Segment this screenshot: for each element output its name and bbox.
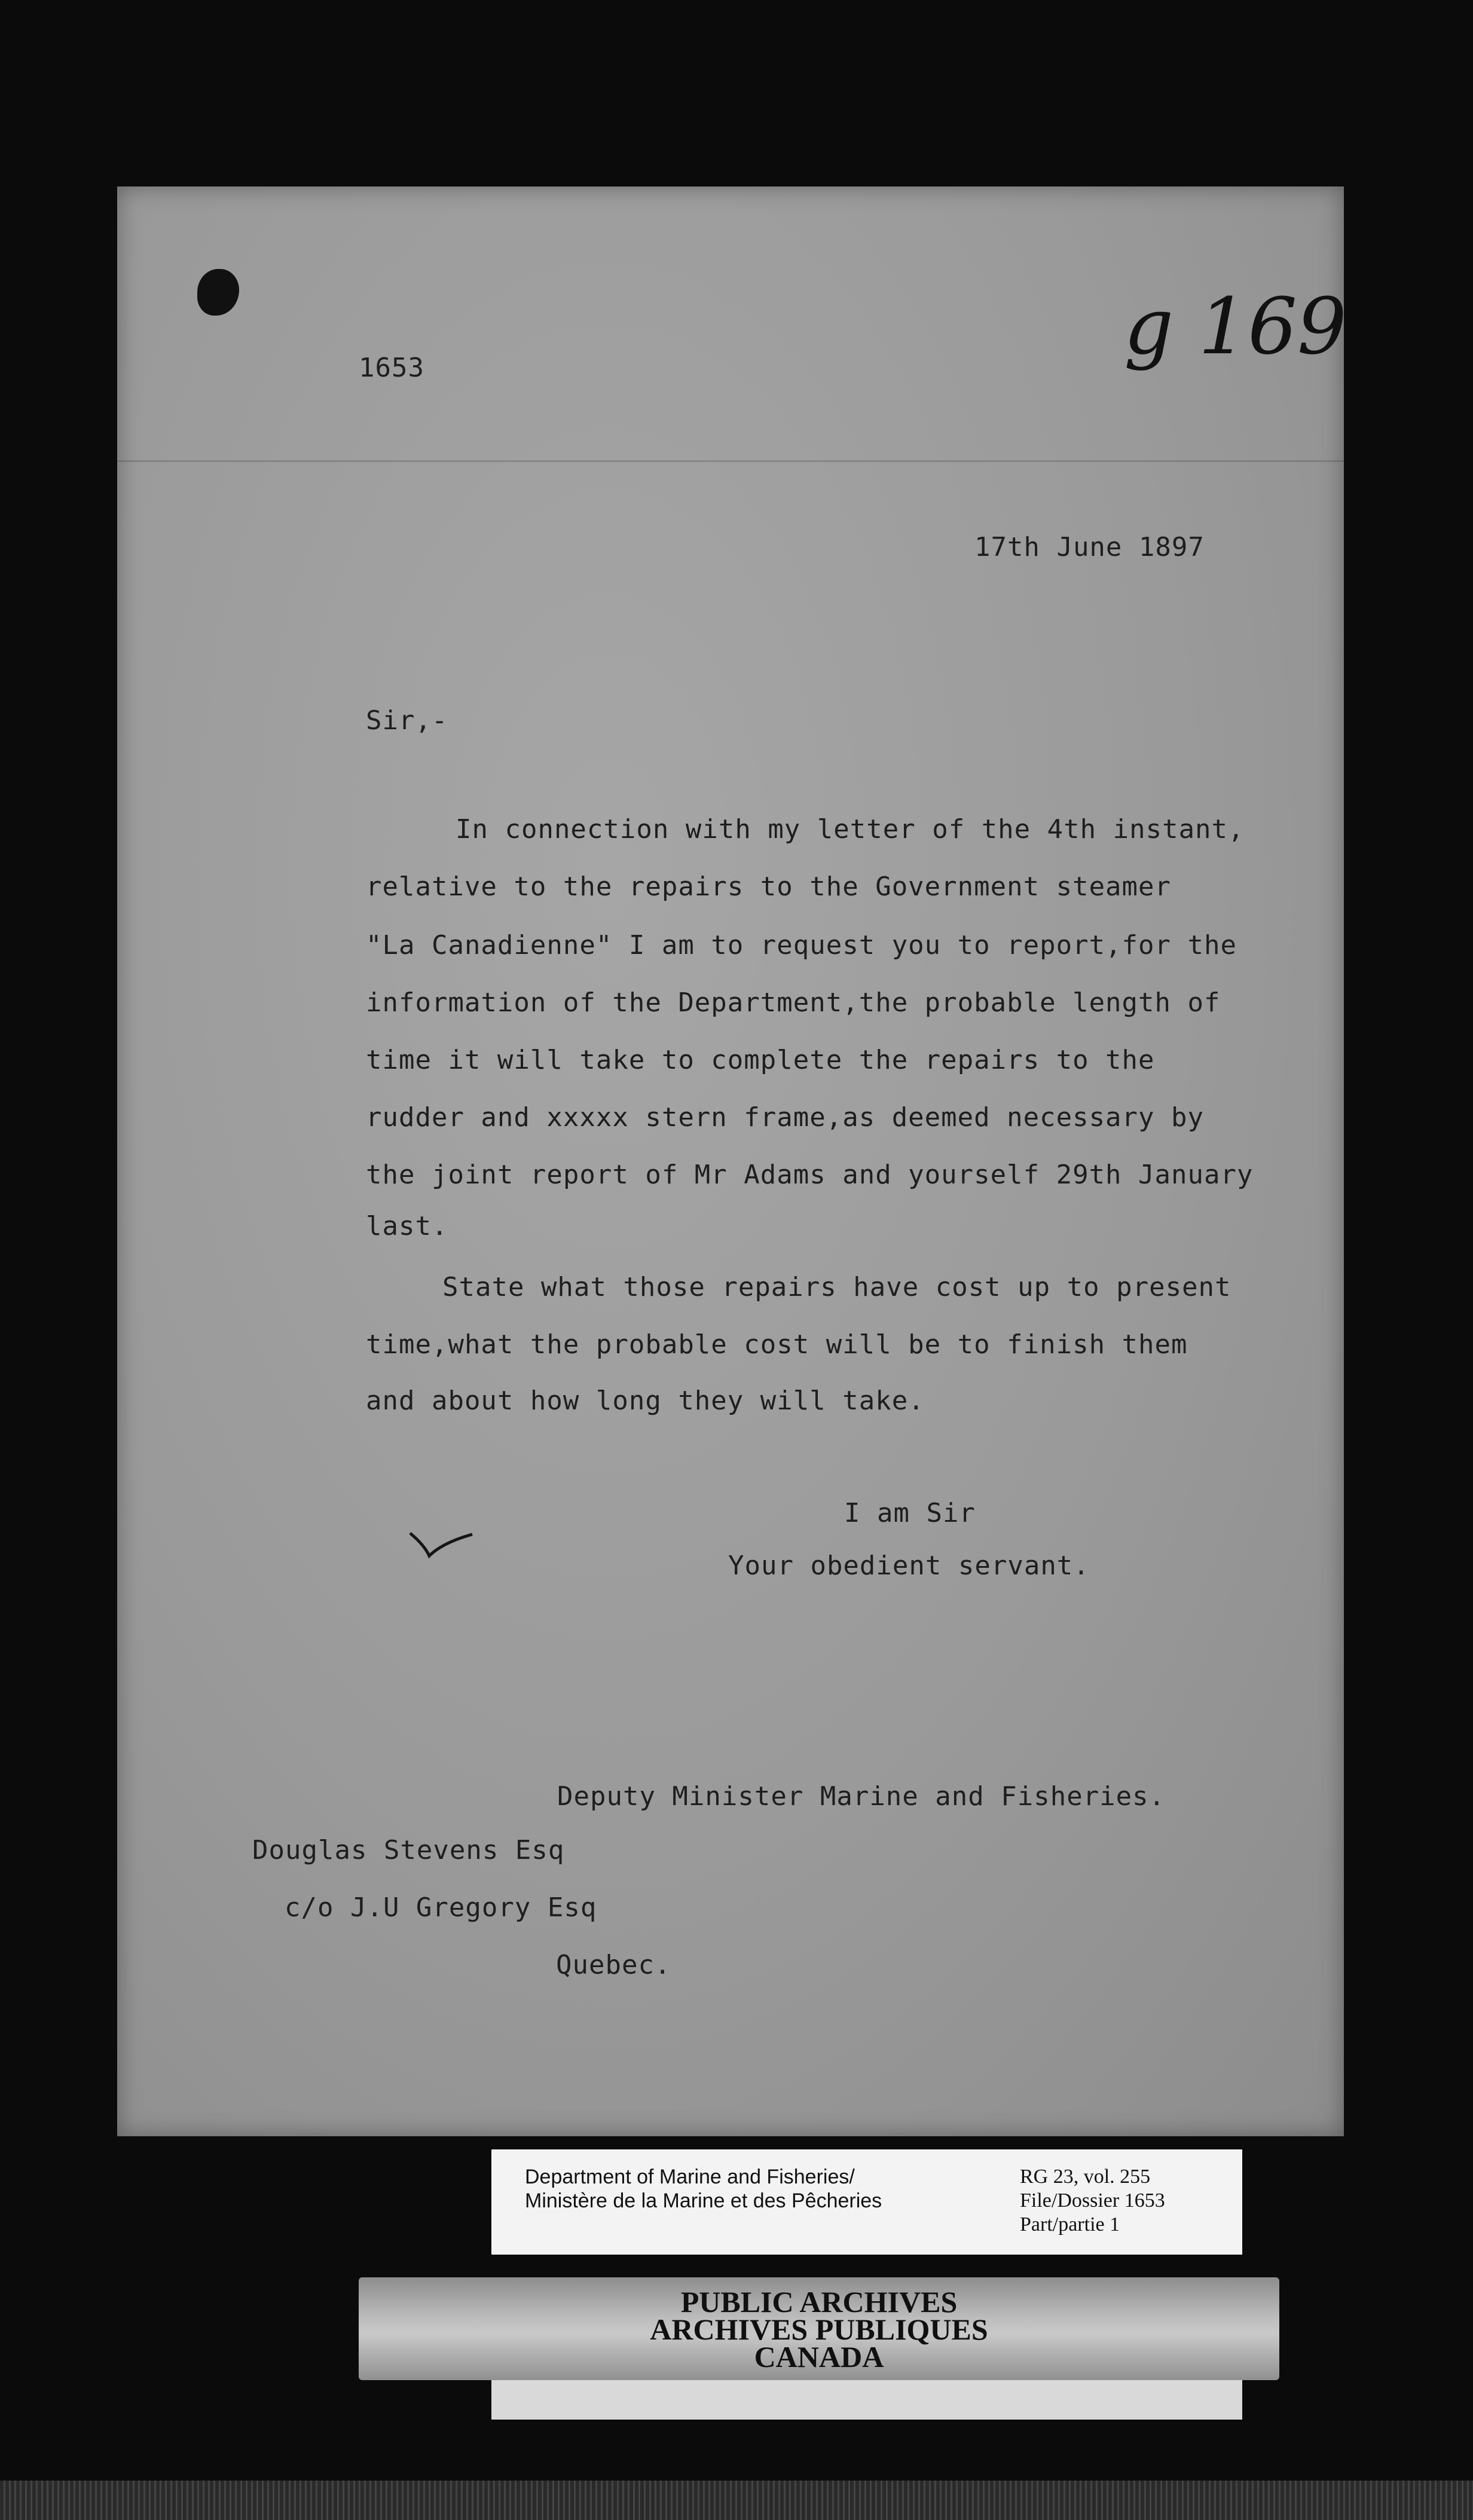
file-number: 1653 — [359, 353, 424, 383]
label-card-bottom — [491, 2380, 1242, 2420]
archive-reference — [1020, 2165, 1165, 2237]
body-line: the joint report of Mr Adams and yourself 29th January — [366, 1160, 1254, 1190]
department-fr: Ministère de la Marine et des Pêcheries — [525, 2189, 882, 2212]
salutation: Sir,- — [366, 705, 448, 736]
stamp-line: PUBLIC ARCHIVES — [680, 2285, 958, 2319]
signature-title: Deputy Minister Marine and Fisheries. — [557, 1781, 1166, 1812]
closing-line: I am Sir — [844, 1498, 976, 1528]
archives-stamp — [359, 2277, 1279, 2380]
handwritten-reference: g 169 — [1124, 281, 1347, 372]
film-edge — [0, 2481, 1473, 2520]
addressee-line: c/o J.U Gregory Esq — [285, 1892, 597, 1923]
stamp-line: ARCHIVES PUBLIQUES — [650, 2313, 988, 2346]
department-en: Department of Marine and Fisheries/ — [525, 2166, 855, 2188]
body-line-2: and about how long they will take. — [366, 1386, 925, 1416]
fold-line — [117, 460, 1344, 462]
body-line-2: State what those repairs have cost up to present — [442, 1272, 1231, 1302]
body-line: "La Canadienne" I am to request you to report,for the — [366, 930, 1237, 961]
body-line: In connection with my letter of the 4th instant, — [456, 814, 1245, 845]
check-mark-icon — [407, 1527, 478, 1563]
body-line: relative to the repairs to the Government steamer — [366, 871, 1172, 902]
closing-line: Your obedient servant. — [728, 1550, 1090, 1581]
body-line-2: time,what the probable cost will be to finish them — [366, 1329, 1188, 1360]
addressee-line: Quebec. — [556, 1950, 671, 1980]
reference-part: Part/partie 1 — [1020, 2213, 1120, 2235]
stamp-line: CANADA — [754, 2340, 884, 2374]
reference-file: File/Dossier 1653 — [1020, 2189, 1165, 2212]
body-line: time it will take to complete the repairs to the — [366, 1045, 1155, 1075]
archive-label — [491, 2149, 1242, 2255]
body-line: last. — [366, 1211, 448, 1241]
body-line: information of the Department,the probable length of — [366, 987, 1221, 1018]
reference-volume: RG 23, vol. 255 — [1020, 2166, 1151, 2188]
letter-date: 17th June 1897 — [974, 532, 1205, 562]
body-line: rudder and xxxxx stern frame,as deemed necessary by — [366, 1102, 1205, 1133]
addressee-line: Douglas Stevens Esq — [252, 1835, 565, 1865]
archive-department — [525, 2165, 882, 2213]
